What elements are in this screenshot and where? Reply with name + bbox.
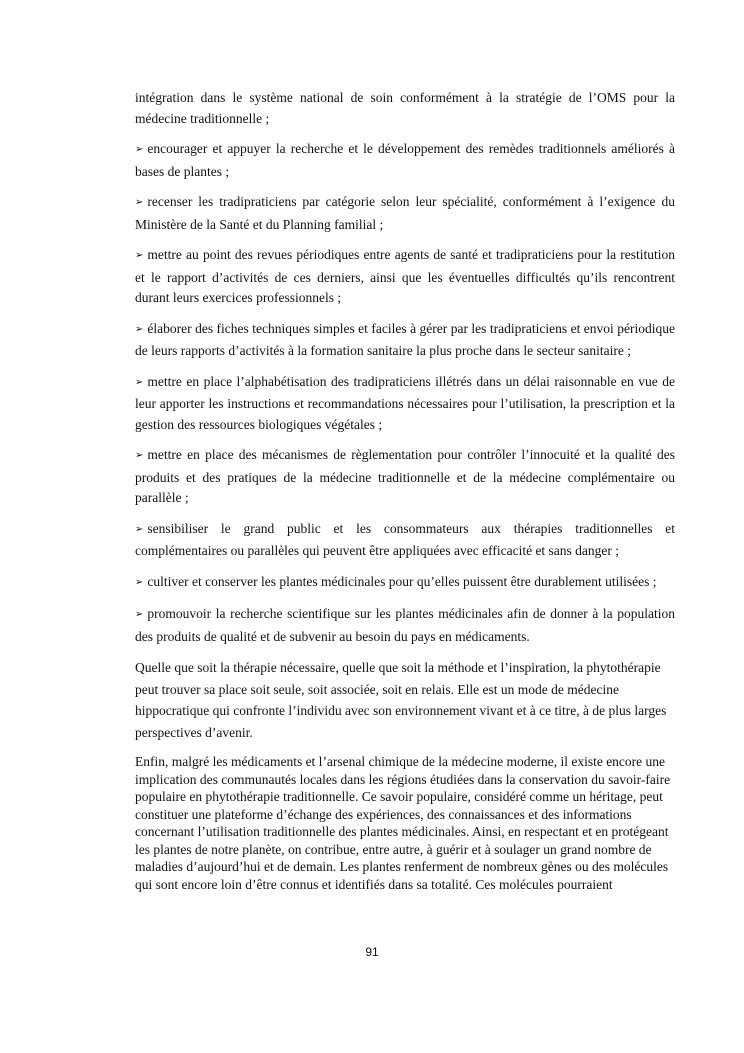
bullet-text: sensibiliser le grand public et les consommateurs aux thérapies traditionnelles et complémentaires ou parallèles qui peuvent être appliquées avec efficacité et sans danger ;	[135, 520, 675, 558]
phytotherapy-paragraph: Quelle que soit la thérapie nécessaire, quelle que soit la méthode et l’inspiration, la phytothérapie peut trouver sa place soit seule, soit associée, soit en relais. Elle est un mode de médecine hippocratique qui confronte l’individu avec son environnement vivant et à ce titre, à de plus larges perspectives d’avenir.	[135, 660, 667, 740]
bullet-text: mettre en place l’alphabétisation des tradipraticiens illétrés dans un délai raisonnable en vue de leur apporter les instructions et recommandations nécessaires pour l’utilisation, la prescription et la gestion des ressources biologiques végétales ;	[135, 373, 675, 432]
page-number: 91	[365, 945, 379, 959]
bullet-text: recenser les tradipraticiens par catégorie selon leur spécialité, conformément à l’exigence du Ministère de la Santé et du Planning familial ;	[135, 194, 675, 232]
arrow-bullet-icon: ➢	[135, 144, 144, 155]
bullet-text: encourager et appuyer la recherche et le développement des remèdes traditionnels améliorés à bases de plantes ;	[135, 141, 675, 179]
bullet-item-2	[135, 192, 675, 235]
bullet-item-3	[135, 245, 675, 309]
arrow-bullet-icon: ➢	[135, 376, 144, 388]
document-page	[135, 88, 675, 903]
intro-paragraph: intégration dans le système national de soin conformément à la stratégie de l’OMS pour la médecine traditionnelle ;	[135, 90, 675, 126]
arrow-bullet-icon: ➢	[135, 450, 144, 461]
conclusion-paragraph: Enfin, malgré les médicaments et l’arsenal chimique de la médecine moderne, il existe encore une implication des communautés locales dans les régions étudiées dans la conservation du savoir-faire populaire en phytothérapie traditionnelle. Ce savoir populaire, considéré comme un héritage, peut constituer une plateforme d’échange des expériences, des connaissances et des informations concernant l’utilisation traditionnelle des plantes médicinales. Ainsi, en respectant et en protégeant les plantes de notre planète, on contribue, entre autre, à guérir et à soulager un grand nombre de maladies d’aujourd’hui et de demain. Les plantes renferment de nombreux gènes ou des molécules qui sont encore loin d’être connus et identifiés dans sa totalité. Ces molécules pourraient	[135, 754, 671, 892]
arrow-bullet-icon: ➢	[135, 323, 144, 335]
arrow-bullet-icon: ➢	[135, 250, 144, 261]
bullet-text: promouvoir la recherche scientifique sur les plantes médicinales afin de donner à la population des produits de qualité et de subvenir au besoin du pays en médicaments.	[135, 606, 675, 644]
arrow-bullet-icon: ➢	[135, 576, 144, 588]
bullet-item-5	[135, 372, 675, 436]
bullet-text: élaborer des fiches techniques simples et faciles à gérer par les tradipraticiens et envoi périodique de leurs rapports d’activités à la formation sanitaire la plus proche dans le secteur sanitaire ;	[135, 320, 675, 358]
bullet-item-7	[135, 519, 675, 562]
bullet-text: mettre en place des mécanismes de règlementation pour contrôler l’innocuité et la qualité des produits et des pratiques de la médecine traditionnelle et de la médecine complémentaire ou parallèle ;	[135, 447, 675, 505]
bullet-item-1	[135, 139, 675, 182]
arrow-bullet-icon: ➢	[135, 197, 144, 208]
bullet-text: mettre au point des revues périodiques entre agents de santé et tradipraticiens pour la restitution et le rapport d’activités de ces derniers, ainsi que les éventuelles difficultés qu’ils rencontrent durant leurs exercices professionnels ;	[135, 247, 675, 305]
bullet-item-8	[135, 572, 675, 595]
bullet-item-9	[135, 604, 675, 647]
bullet-item-6	[135, 445, 675, 509]
bullet-text: cultiver et conserver les plantes médicinales pour qu’elles puissent être durablement utilisées ;	[147, 573, 657, 589]
bullet-item-4	[135, 319, 675, 362]
arrow-bullet-icon: ➢	[135, 523, 144, 535]
arrow-bullet-icon: ➢	[135, 609, 144, 620]
